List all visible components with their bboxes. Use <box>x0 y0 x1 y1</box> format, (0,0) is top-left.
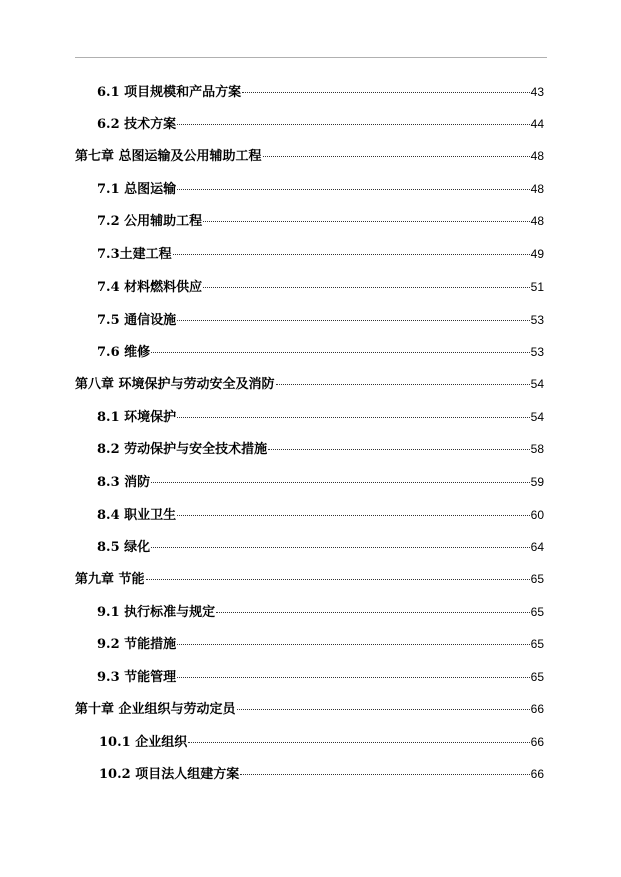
toc-dot-leader <box>177 417 529 418</box>
toc-dot-leader <box>203 221 529 222</box>
toc-entry[interactable] <box>97 211 544 231</box>
toc-entry-page: 66 <box>530 767 544 781</box>
toc-entry-title: 8.1 环境保护 <box>97 410 177 425</box>
toc-dot-leader <box>151 482 529 483</box>
toc-chapter-entry[interactable] <box>75 374 544 394</box>
toc-entry-page: 54 <box>530 410 544 424</box>
toc-dot-leader <box>177 677 529 678</box>
toc-dot-leader <box>240 774 529 775</box>
toc-entry-page: 48 <box>530 182 544 196</box>
toc-entry[interactable] <box>97 310 544 330</box>
toc-entry-title: 7.3土建工程 <box>97 247 172 262</box>
toc-entry[interactable] <box>97 537 544 557</box>
toc-entry[interactable] <box>97 179 544 199</box>
toc-entry-page: 60 <box>530 508 544 522</box>
toc-dot-leader <box>151 352 529 353</box>
toc-entry-title: 第七章 总图运输及公用辅助工程 <box>75 149 262 164</box>
toc-dot-leader <box>177 124 529 125</box>
toc-entry-page: 48 <box>530 214 544 228</box>
toc-entry[interactable] <box>97 244 544 264</box>
toc-entry-title: 8.2 劳动保护与安全技术措施 <box>97 442 268 457</box>
toc-entry-title: 8.4 职业卫生 <box>97 508 177 523</box>
toc-dot-leader <box>146 579 530 580</box>
toc-entry[interactable] <box>97 82 544 102</box>
toc-entry-title: 7.1 总图运输 <box>97 182 177 197</box>
toc-entry-page: 53 <box>530 313 544 327</box>
toc-entry[interactable] <box>97 505 544 525</box>
toc-entry-title: 6.1 项目规模和产品方案 <box>97 85 242 100</box>
toc-dot-leader <box>237 709 530 710</box>
toc-entry-title: 8.5 绿化 <box>97 540 151 555</box>
toc-dot-leader <box>263 156 530 157</box>
toc-entry-title: 9.2 节能措施 <box>97 637 177 652</box>
toc-entry-title: 7.6 维修 <box>97 345 151 360</box>
toc-entry-title: 10.1 企业组织 <box>99 735 188 750</box>
toc-entry-title: 第九章 节能 <box>75 572 145 587</box>
toc-entry-page: 66 <box>530 735 544 749</box>
toc-dot-leader <box>268 449 529 450</box>
toc-entry-title: 第十章 企业组织与劳动定员 <box>75 702 236 717</box>
toc-chapter-entry[interactable] <box>75 146 544 166</box>
toc-entry-title: 7.5 通信设施 <box>97 313 177 328</box>
toc-entry-title: 6.2 技术方案 <box>97 117 177 132</box>
toc-entry[interactable] <box>97 277 544 297</box>
toc-entry[interactable] <box>97 114 544 134</box>
toc-entry-page: 66 <box>530 702 544 716</box>
toc-entry-page: 64 <box>530 540 544 554</box>
toc-entry-page: 43 <box>530 85 544 99</box>
toc-entry-page: 58 <box>530 442 544 456</box>
toc-entry[interactable] <box>97 407 544 427</box>
toc-entry-page: 65 <box>530 605 544 619</box>
toc-entry-page: 44 <box>530 117 544 131</box>
toc-entry[interactable] <box>99 732 544 752</box>
toc-entry-page: 49 <box>530 247 544 261</box>
toc-entry-title: 7.2 公用辅助工程 <box>97 214 203 229</box>
toc-dot-leader <box>276 384 530 385</box>
toc-entry-title: 9.3 节能管理 <box>97 670 177 685</box>
toc-dot-leader <box>173 254 530 255</box>
toc-entry-page: 51 <box>530 280 544 294</box>
toc-dot-leader <box>177 320 529 321</box>
toc-dot-leader <box>151 547 529 548</box>
header-rule <box>75 57 547 58</box>
toc-entry-title: 10.2 项目法人组建方案 <box>99 767 240 782</box>
toc-entry[interactable] <box>97 634 544 654</box>
toc-entry[interactable] <box>99 764 544 784</box>
toc-dot-leader <box>203 287 529 288</box>
toc-entry[interactable] <box>97 439 544 459</box>
toc-entry-page: 48 <box>530 149 544 163</box>
toc-entry-page: 54 <box>530 377 544 391</box>
toc-entry-page: 65 <box>530 572 544 586</box>
toc-chapter-entry[interactable] <box>75 569 544 589</box>
toc-chapter-entry[interactable] <box>75 699 544 719</box>
toc-entry-page: 65 <box>530 670 544 684</box>
toc-dot-leader <box>177 189 529 190</box>
toc-entry-title: 8.3 消防 <box>97 475 151 490</box>
toc-entry[interactable] <box>97 667 544 687</box>
toc-dot-leader <box>242 92 529 93</box>
toc-entry-page: 59 <box>530 475 544 489</box>
toc-entry[interactable] <box>97 342 544 362</box>
toc-entry-title: 9.1 执行标准与规定 <box>97 605 216 620</box>
toc-entry-title: 第八章 环境保护与劳动安全及消防 <box>75 377 275 392</box>
toc-entry-page: 53 <box>530 345 544 359</box>
toc-dot-leader <box>177 515 529 516</box>
toc-dot-leader <box>177 644 529 645</box>
toc-entry-page: 65 <box>530 637 544 651</box>
toc-entry-title: 7.4 材料燃料供应 <box>97 280 203 295</box>
toc-entry[interactable] <box>97 472 544 492</box>
toc-dot-leader <box>216 612 529 613</box>
toc-entry[interactable] <box>97 602 544 622</box>
toc-dot-leader <box>188 742 529 743</box>
